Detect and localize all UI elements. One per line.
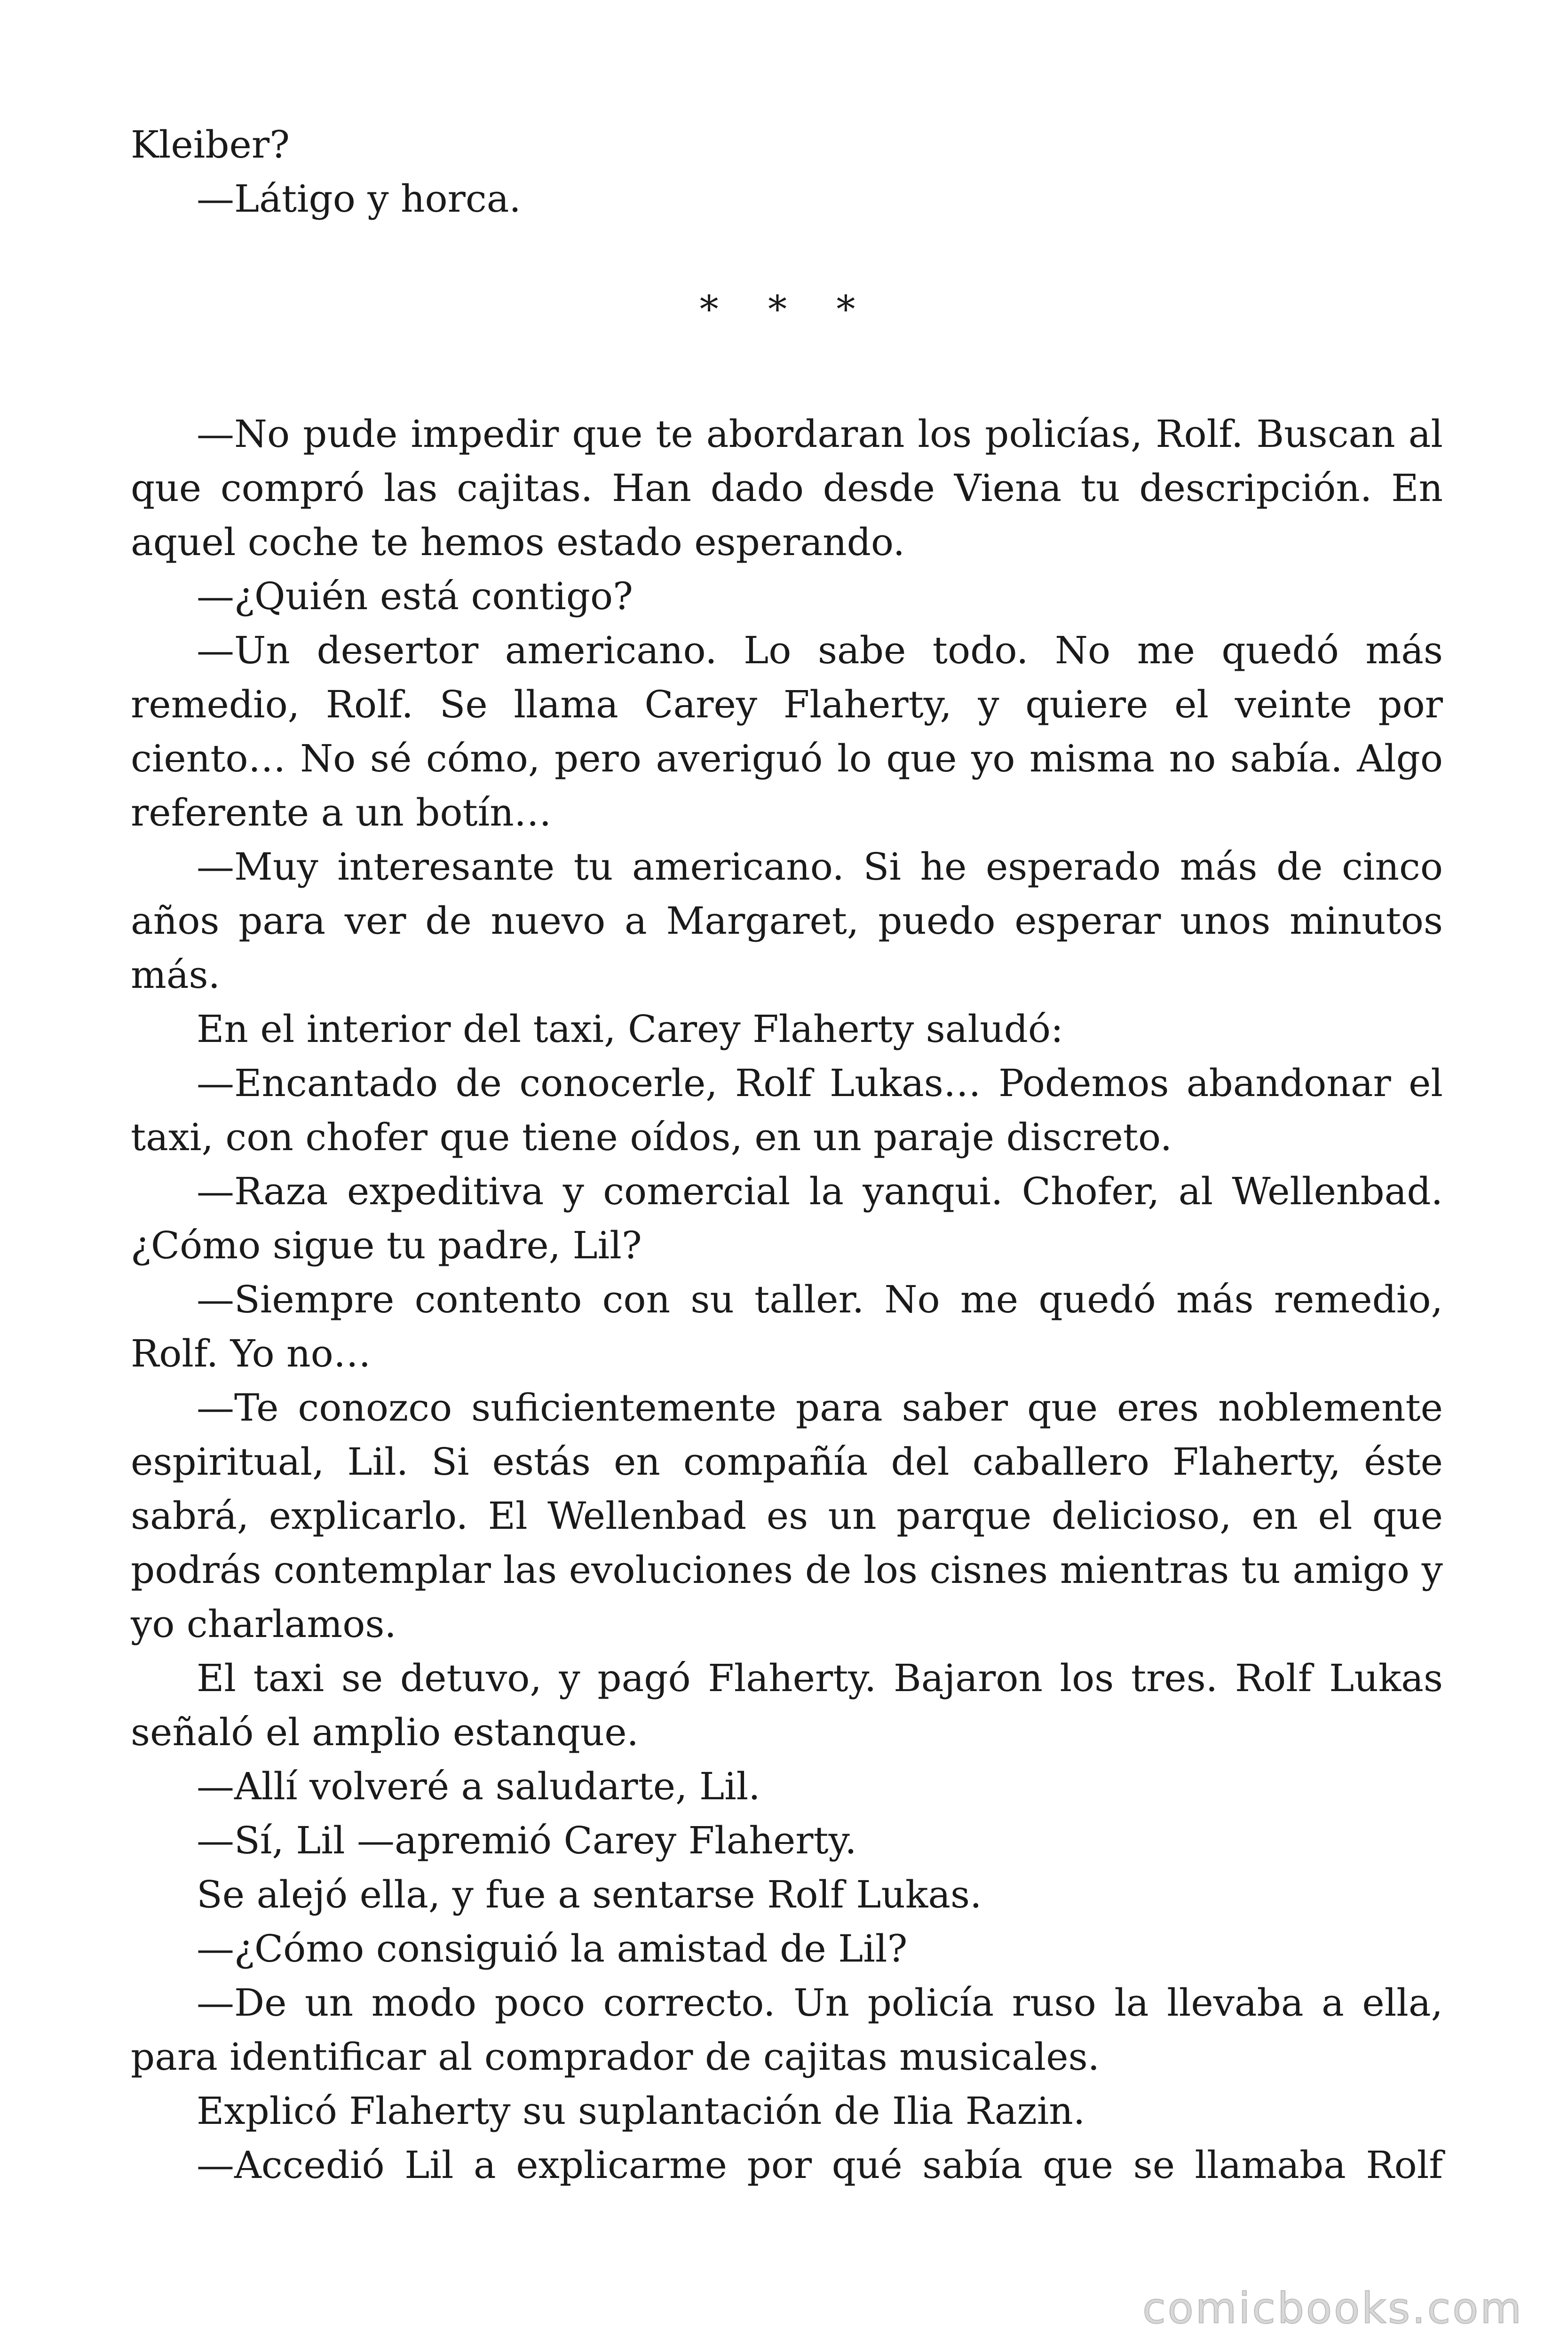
paragraph: —Encantado de conocerle, Rolf Lukas… Podemos abandonar el taxi, con chofer que tiene oídos, en un paraje discreto. [131, 1061, 1443, 1159]
paragraph: —Muy interesante tu americano. Si he esperado más de cinco años para ver de nuevo a Margaret, puedo esperar unos minutos más. [131, 845, 1443, 997]
paragraph: Kleiber? [131, 123, 290, 167]
paragraph-list [131, 407, 1443, 2192]
watermark: comicbooks.com [1142, 2284, 1523, 2333]
paragraph: El taxi se detuvo, y pagó Flaherty. Bajaron los tres. Rolf Lukas señaló el amplio estanque. [131, 1656, 1443, 1754]
paragraph: —¿Cómo consiguió la amistad de Lil? [197, 1927, 908, 1971]
paragraph: —Látigo y horca. [197, 177, 521, 221]
paragraph: —Accedió Lil a explicarme por qué sabía que se llamaba Rolf [197, 2143, 1443, 2187]
paragraph: —Un desertor americano. Lo sabe todo. No me quedó más remedio, Rolf. Se llama Carey Flaherty, y quiere el veinte por ciento… No sé cómo, pero averiguó lo que yo misma no sabía. Algo referente a un botín… [131, 628, 1443, 834]
paragraph: En el interior del taxi, Carey Flaherty saludó: [197, 1007, 1063, 1051]
paragraph: —Allí volveré a saludarte, Lil. [197, 1764, 760, 1808]
paragraph: —Te conozco suficientemente para saber que eres noblemente espiritual, Lil. Si estás en compañía del caballero Flaherty, éste sabrá, explicarlo. El Wellenbad es un parque delicioso, en el que podrás contemplar las evoluciones de los cisnes mientras tu amigo y yo charlamos. [131, 1386, 1443, 1646]
paragraph: —De un modo poco correcto. Un policía ruso la llevaba a ella, para identificar al comprador de cajitas musicales. [131, 1981, 1443, 2079]
paragraph: —Sí, Lil —apremió Carey Flaherty. [197, 1819, 857, 1862]
paragraph: —Siempre contento con su taller. No me quedó más remedio, Rolf. Yo no… [131, 1278, 1443, 1375]
page-text [131, 118, 1443, 2192]
paragraph: Explicó Flaherty su suplantación de Ilia Razin. [197, 2089, 1085, 2133]
paragraph: Se alejó ella, y fue a sentarse Rolf Lukas. [197, 1873, 982, 1916]
section-separator: * * * [699, 287, 874, 331]
paragraph: —¿Quién está contigo? [197, 574, 634, 618]
paragraph: —No pude impedir que te abordaran los policías, Rolf. Buscan al que compró las cajitas. Han dado desde Viena tu descripción. En aquel coche te hemos estado esperando. [131, 412, 1443, 564]
paragraph: —Raza expeditiva y comercial la yanqui. Chofer, al Wellenbad. ¿Cómo sigue tu padre, Lil? [131, 1169, 1443, 1267]
